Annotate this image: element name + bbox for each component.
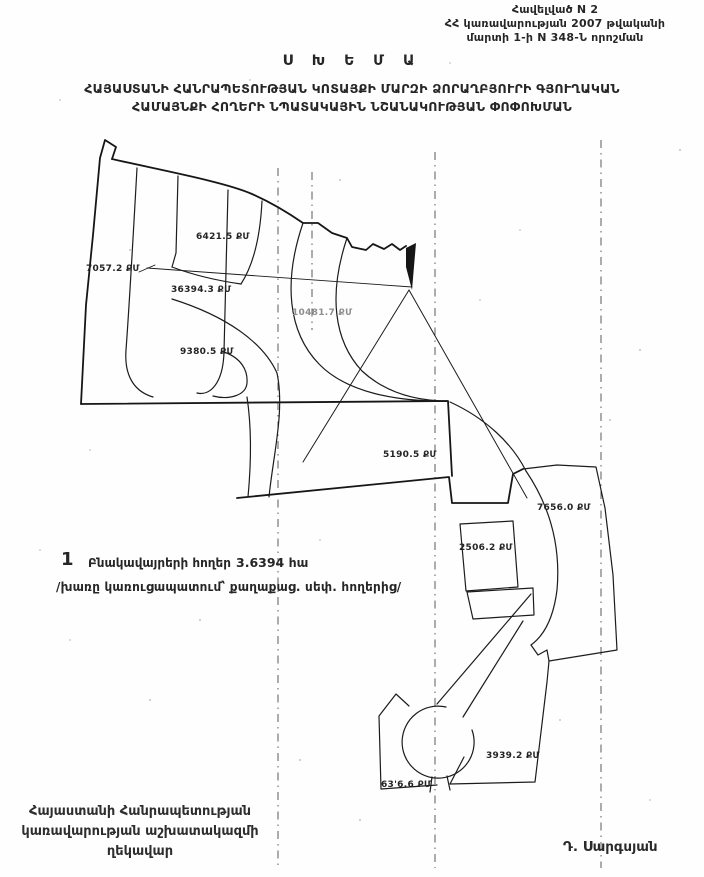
page-subtitle-line: ՀԱՅԱՍՏԱՆԻ ՀԱՆՐԱՊԵՏՈՒԹՅԱՆ ԿՈՏԱՅՔԻ ՄԱՐԶԻ ՁՈՐԱՂԲՅՈՒՐԻ ԳՅՈՒՂԱԿԱՆ [84,81,620,96]
area-label-3939: 3939.2 ՔՄ [486,751,540,761]
legend-area-value: 3.6394 հա [236,555,309,570]
page-subtitle [0,80,704,116]
annex-reference-line: մարտի 1-ի N 348-Ն որոշման [466,31,644,44]
area-labels [86,232,592,790]
annex-reference-line: Հավելված N 2 [511,3,599,16]
legend-marker: 1 [61,549,74,570]
area-label-10481: 10481.7 ՔՄ [292,308,353,318]
area-label-6316: 63'6.6 ՔՄ [381,780,432,790]
outer-boundary [81,140,523,503]
area-label-9380: 9380.5 ՔՄ [180,347,234,357]
signature-block [4,802,276,862]
legend-note: /խառը կառուցապատում՝ քաղաքաց. սեփ. հողերից/ [56,580,402,594]
area-label-2506: 2506.2 ՔՄ [459,543,513,553]
annex-reference-line: ՀՀ կառավարության 2007 թվականի [444,17,666,30]
signature-title-line: ղեկավար [106,844,174,859]
area-label-7656: 7656.0 ՔՄ [537,503,591,513]
signer-name: Դ. Սարգսյան [563,839,658,855]
area-label-5190: 5190.5 ՔՄ [383,450,437,460]
signature-title-line: Հայաստանի Հանրապետության [28,804,252,819]
page-subtitle-line: ՀԱՄԱՅՆՔԻ ՀՈՂԵՐԻ ՆՊԱՏԱԿԱՅԻՆ ՆՇԱՆԱԿՈՒԹՅԱՆ ՓՈՓՈԽՄԱՆ [131,99,572,114]
scan-noise [39,62,681,821]
area-label-36394: 36394.3 ՔՄ [171,285,232,295]
area-label-6421: 6421.5 ՔՄ [196,232,250,242]
area-label-7057: 7057.2 ՔՄ [86,264,140,274]
page-title: Ս Խ Ե Մ Ա [282,53,422,69]
legend-label: Բնակավայրերի հողեր [88,556,231,570]
parcel-lines [126,168,617,792]
annex-reference [408,3,702,45]
signature-title-line: կառավարության աշխատակազմի [21,824,259,839]
